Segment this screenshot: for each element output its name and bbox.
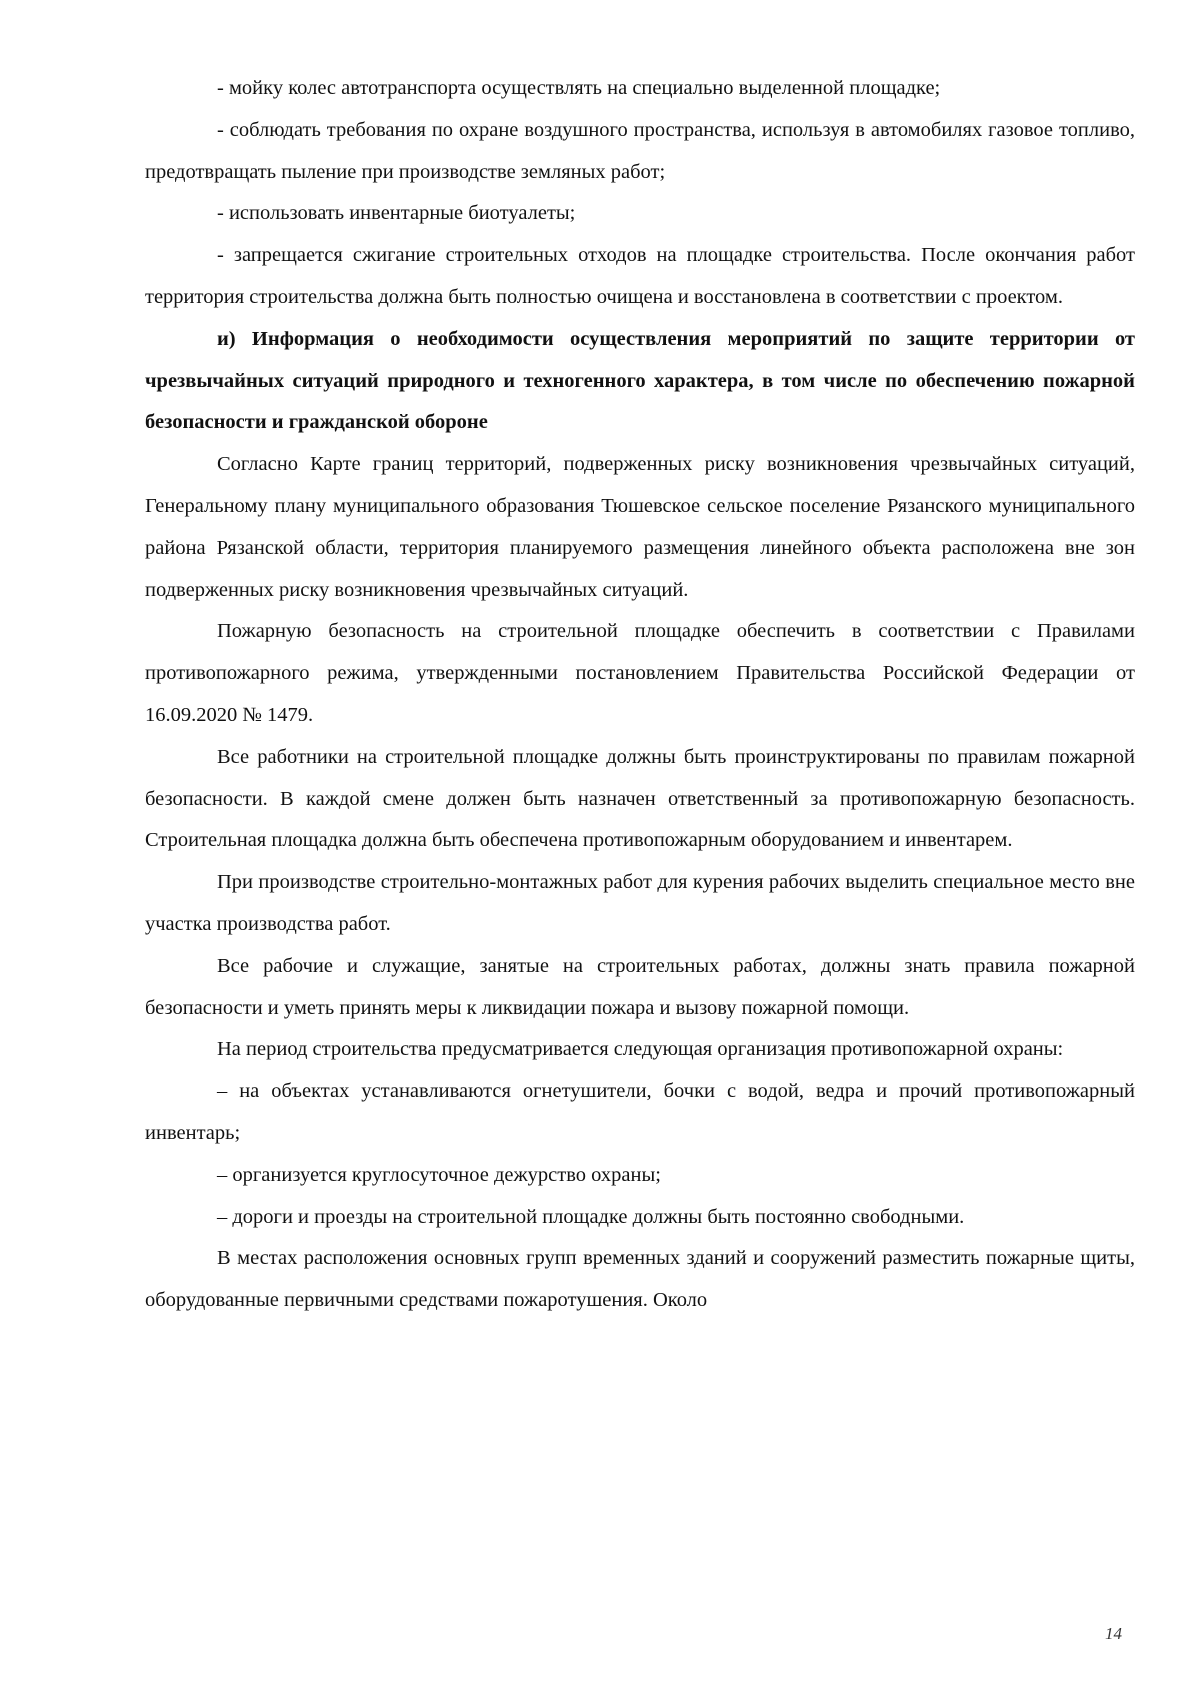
bullet-biotoilets: - использовать инвентарные биотуалеты;: [217, 202, 576, 225]
paragraph-fire-safety-rules: Пожарную безопасность на строительной площадке обеспечить в соответствии с Правилами противопожарного режима, утвержденными постановлением Правительства Российской Федерации от 16.09.2020 № 1479.: [145, 620, 1135, 726]
paragraph-fire-protection-org: На период строительства предусматривается следующая организация противопожарной охраны:: [217, 1038, 1064, 1061]
list-item-guard-duty: – организуется круглосуточное дежурство охраны;: [217, 1163, 661, 1186]
paragraph-worker-instruction: Все работники на строительной площадке должны быть проинструктированы по правилам пожарной безопасности. В каждой смене должен быть назначен ответственный за противопожарную безопасность. Строительная площадка должна быть обеспечена противопожарным оборудованием и инвентарем.: [145, 745, 1135, 852]
bullet-waste-burning: - запрещается сжигание строительных отходов на площадке строительства. После окончания работ территория строительства должна быть полностью очищена и восстановлена в соответствии с проектом.: [145, 244, 1135, 308]
paragraph-emergency-zones: Согласно Карте границ территорий, подверженных риску возникновения чрезвычайных ситуаций, Генеральному плану муниципального образования Тюшевское сельское поселение Рязанского муниципального района Рязанской области, территория планируемого размещения линейного объекта расположена вне зон подверженных риску возникновения чрезвычайных ситуаций.: [145, 453, 1135, 601]
paragraph-worker-knowledge: Все рабочие и служащие, занятые на строительных работах, должны знать правила пожарной безопасности и уметь принять меры к ликвидации пожара и вызову пожарной помощи.: [145, 954, 1135, 1019]
list-item-extinguishers: – на объектах устанавливаются огнетушители, бочки с водой, ведра и прочий противопожарный инвентарь;: [145, 1080, 1135, 1144]
section-heading: и) Информация о необходимости осуществления мероприятий по защите территории от чрезвычайных ситуаций природного и техногенного характера, в том числе по обеспечению пожарной безопасности и гражданской обороне: [145, 327, 1135, 434]
bullet-wheel-washing: - мойку колес автотранспорта осуществлять на специально выделенной площадке;: [217, 77, 941, 99]
list-item-roads-clear: – дороги и проезды на строительной площадке должны быть постоянно свободными.: [217, 1205, 965, 1228]
page-number: 14: [1105, 1624, 1122, 1643]
paragraph-fire-shields: В местах расположения основных групп временных зданий и сооружений разместить пожарные щиты, оборудованные первичными средствами пожаротушения. Около: [145, 1247, 1135, 1312]
document-body: [145, 68, 1135, 1322]
paragraph-smoking-area: При производстве строительно-монтажных работ для курения рабочих выделить специальное место вне участка производства работ.: [145, 871, 1135, 935]
bullet-air-protection: - соблюдать требования по охране воздушного пространства, используя в автомобилях газовое топливо, предотвращать пыление при производстве земляных работ;: [145, 118, 1135, 183]
